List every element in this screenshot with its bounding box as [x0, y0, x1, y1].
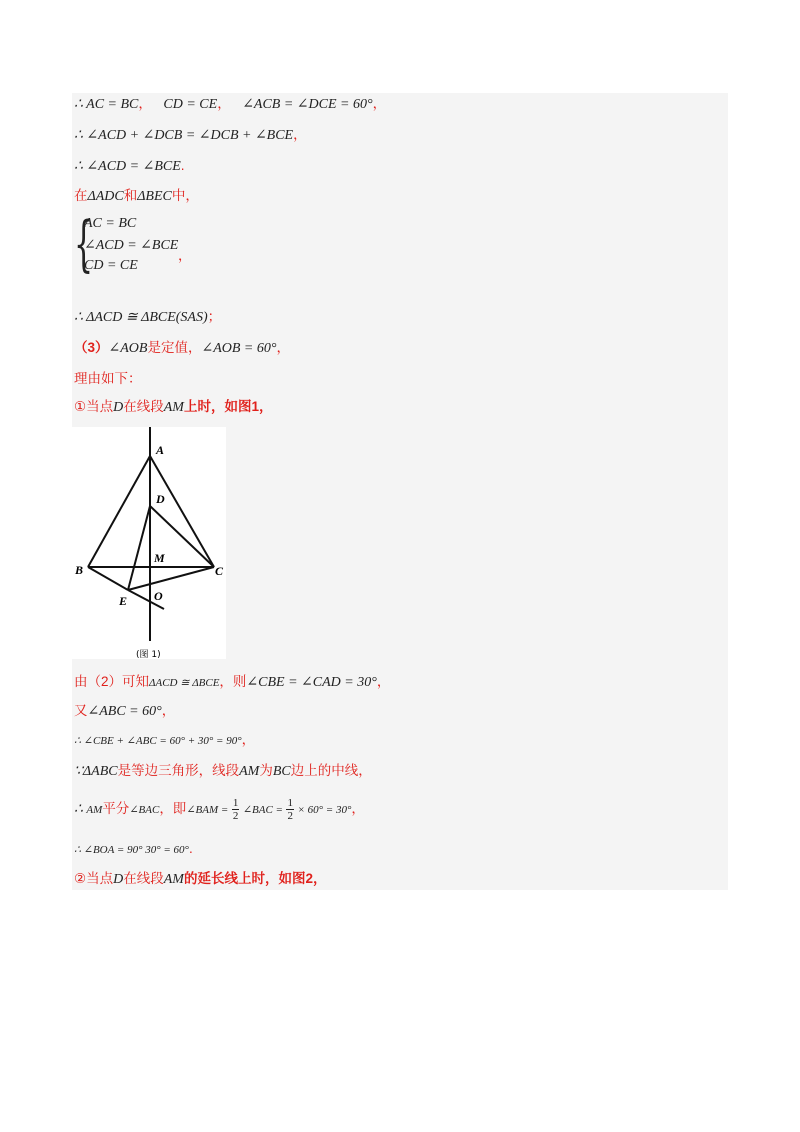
math-12b: AM	[239, 764, 260, 779]
math-15a: D	[113, 872, 124, 887]
figure-1-svg	[72, 427, 226, 659]
line-4	[74, 187, 199, 206]
math-5a: ∴ ΔACD ≅ ΔBCE(SAS)	[74, 310, 208, 325]
system-row-3: CD = CE	[84, 258, 138, 273]
math-4b: ΔBEC	[137, 189, 172, 204]
line-15	[74, 870, 326, 889]
text-8c: 上时，如图1，	[183, 399, 273, 414]
end-2: ，	[293, 127, 307, 142]
line-7	[74, 370, 142, 389]
label-e: E	[119, 594, 128, 608]
text-13c: ，即	[159, 801, 187, 816]
system-brace: {	[74, 209, 94, 279]
text-8a: ①当点	[74, 399, 114, 414]
end-5: ；	[207, 309, 222, 324]
math-13a: AM	[86, 804, 103, 816]
math-12c: BC	[272, 764, 291, 779]
line-12	[74, 762, 372, 781]
segment-ab	[88, 456, 150, 567]
end-1: ，	[372, 96, 387, 111]
math-8a: D	[113, 400, 124, 415]
fraction-1-den: 2	[232, 810, 239, 823]
math-13b: ∠BAC	[129, 804, 160, 816]
math-6b: ∠AOB = 60°	[201, 341, 277, 356]
math-1b: CD = CE	[163, 97, 218, 112]
text-4c: 中，	[171, 188, 199, 203]
text-15b: 在线段	[123, 871, 164, 886]
text-12d: 边上的中线，	[290, 763, 372, 778]
end-10: ，	[161, 703, 176, 718]
equation-system	[74, 209, 274, 280]
system-row-2: ∠ACD = ∠BCE	[84, 238, 179, 253]
text-4a: 在	[74, 188, 88, 203]
segment-de	[128, 506, 150, 590]
math-15b: AM	[163, 872, 184, 887]
math-1c: ∠ACB = ∠DCE = 60°	[242, 97, 373, 112]
text-12a: ∵	[74, 764, 83, 779]
fraction-half-1	[232, 797, 240, 822]
line-14	[74, 840, 193, 859]
text-4b: 和	[123, 188, 138, 203]
math-1a: ∴ AC = BC	[74, 97, 139, 112]
label-c: C	[215, 564, 224, 578]
math-12a: ΔABC	[82, 764, 118, 779]
math-9b: ∠CBE = ∠CAD = 30°	[246, 675, 377, 690]
math-13c: ∠BAM =	[186, 804, 229, 816]
label-b: B	[75, 563, 84, 577]
text-6b: 是定值，	[147, 340, 202, 355]
math-2a: ∴ ∠ACD + ∠DCB = ∠DCB + ∠BCE	[74, 128, 294, 143]
text-8b: 在线段	[123, 399, 164, 414]
math-9a: ΔACD ≅ ΔBCE	[149, 677, 220, 689]
end-14: .	[188, 841, 193, 856]
line-3	[74, 157, 185, 176]
math-13d: ∠BAC =	[242, 804, 283, 816]
math-11a: ∴ ∠CBE + ∠ABC = 60° + 30° = 90°	[74, 735, 242, 747]
sep-1b: ，	[217, 96, 231, 111]
line-9	[74, 673, 390, 692]
math-6a: ∠AOB	[108, 341, 148, 356]
text-12b: 是等边三角形，线段	[117, 763, 240, 778]
line-11	[74, 731, 255, 750]
figure-1	[72, 427, 226, 659]
line-8	[74, 398, 272, 417]
segment-be	[88, 567, 128, 590]
end-6: ，	[276, 340, 290, 355]
end-13: ，	[351, 801, 365, 816]
end-9: ，	[376, 674, 391, 689]
text-12c: 为	[259, 763, 273, 778]
line-1	[74, 95, 386, 114]
fraction-2-num: 1	[287, 797, 293, 810]
line-2	[74, 126, 307, 145]
sep-1a: ，	[138, 96, 152, 111]
math-4a: ΔADC	[87, 189, 124, 204]
label-a: A	[156, 443, 165, 457]
math-13e: × 60° = 30°	[297, 804, 352, 816]
label-d: D	[156, 492, 165, 506]
math-14a: ∴ ∠BOA = 90° 30° = 60°	[74, 844, 189, 856]
fraction-1-num: 1	[232, 797, 239, 810]
text-6a: （3）	[74, 340, 109, 355]
end-11: ，	[241, 732, 256, 747]
line-6	[74, 339, 290, 358]
math-10a: ∠ABC = 60°	[87, 704, 162, 719]
math-8b: AM	[163, 400, 184, 415]
fraction-half-2	[286, 797, 294, 822]
math-3a: ∴ ∠ACD = ∠BCE	[74, 159, 181, 174]
label-o: O	[154, 589, 163, 603]
text-13b: 平分	[102, 801, 130, 816]
line-5	[74, 308, 221, 327]
figure-caption: (图 1)	[136, 650, 161, 659]
text-15c: 的延长线上时，如图2，	[183, 871, 327, 886]
end-3: .	[180, 158, 185, 173]
system-end: ，	[178, 248, 192, 263]
text-10a: 又	[74, 703, 88, 718]
line-10	[74, 702, 175, 721]
text-9b: ，则	[219, 674, 247, 689]
label-m: M	[154, 551, 165, 565]
text-7a: 理由如下：	[74, 371, 142, 386]
segment-ec	[128, 567, 214, 590]
text-9a: 由（2）可知	[74, 674, 150, 689]
text-13a: ∴	[74, 802, 83, 817]
line-13	[74, 796, 365, 823]
fraction-2-den: 2	[287, 810, 293, 823]
system-row-1: AC = BC	[84, 216, 137, 231]
text-15a: ②当点	[74, 871, 114, 886]
